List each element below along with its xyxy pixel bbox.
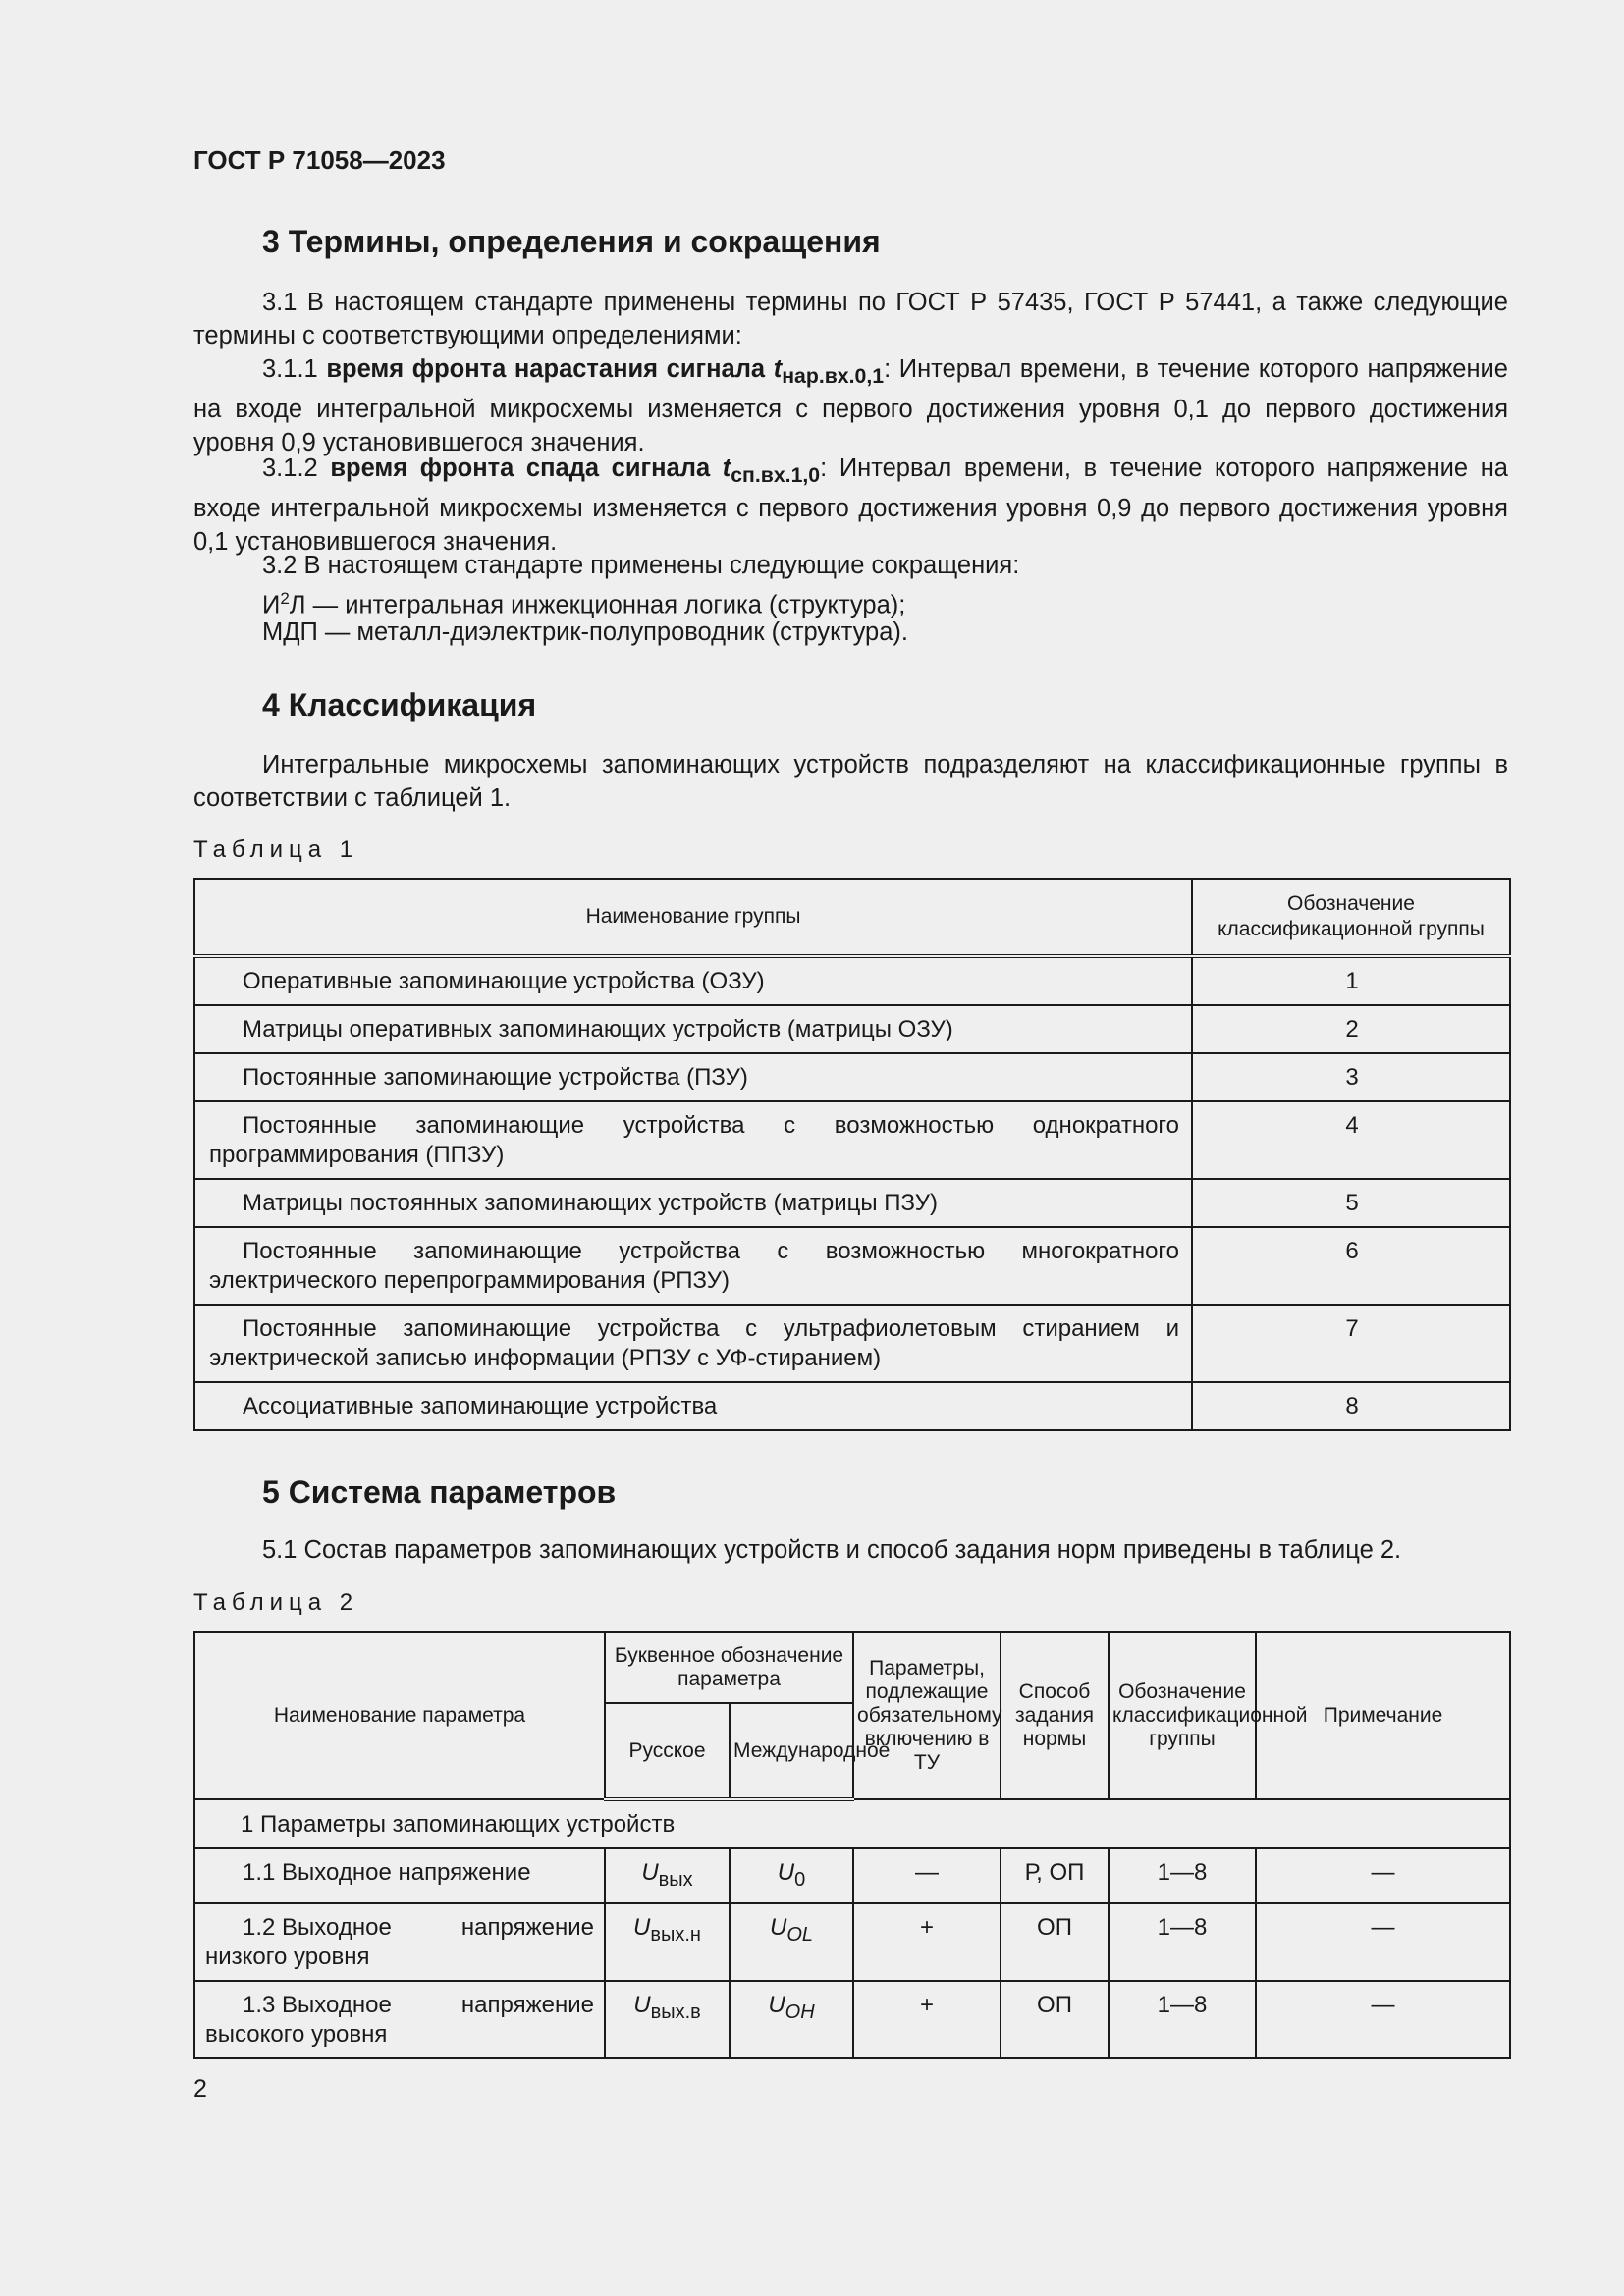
header-param-name: Наименование параметра xyxy=(194,1632,605,1799)
class-group: 1—8 xyxy=(1109,1981,1256,2058)
paragraph-5-1: 5.1 Состав параметров запоминающих устройств и способ задания норм приведены в таблице 2. xyxy=(262,1536,1402,1564)
table-row xyxy=(194,1382,1510,1430)
table-row xyxy=(194,1005,1510,1053)
table-row xyxy=(194,1981,1510,2058)
group-name: Ассоциативные запоминающие устройства xyxy=(194,1382,1192,1430)
table-row xyxy=(194,1179,1510,1227)
group-code: 8 xyxy=(1192,1382,1510,1430)
class-group: 1—8 xyxy=(1109,1848,1256,1903)
symbol-russian: $U_{вых}$ xyxy=(605,1848,730,1903)
header-note: Примечание xyxy=(1256,1632,1510,1799)
header-tu-inclusion: Параметры, подлежащие обязательному включению в ТУ xyxy=(853,1632,1001,1799)
norm-method: Р, ОП xyxy=(1001,1848,1109,1903)
group-code: 2 xyxy=(1192,1005,1510,1053)
paragraph-3-1-1: 3.1.1 время фронта нарастания сигнала $t_{нар.вх.0,1}$: Интервал времени, в течение которого напряжение на входе интегральной микросхемы изменяется с первого достижения уровня 0,1 до первого достижения уровня 0,9 установившегося значения. xyxy=(193,355,1508,457)
norm-method: ОП xyxy=(1001,1981,1109,2058)
group-name: Оперативные запоминающие устройства (ОЗУ) xyxy=(194,956,1192,1005)
table-row xyxy=(194,1903,1510,1981)
paragraph-4: Интегральные микросхемы запоминающих устройств подразделяют на классификационные группы в соответствии с таблицей 1. xyxy=(193,751,1508,812)
header-international: Международное xyxy=(730,1703,853,1799)
group-name: Матрицы оперативных запоминающих устройств (матрицы ОЗУ) xyxy=(194,1005,1192,1053)
group-code: 5 xyxy=(1192,1179,1510,1227)
header-letter-designation: Буквенное обозначение параметра xyxy=(605,1632,853,1703)
page-number: 2 xyxy=(193,2075,207,2103)
symbol-international: $U_{OL}$ xyxy=(730,1903,853,1981)
abbreviation-mdp: МДП — металл-диэлектрик-полупроводник (структура). xyxy=(262,618,908,646)
symbol-international: $U_{OH}$ xyxy=(730,1981,853,2058)
header-russian: Русское xyxy=(605,1703,730,1799)
group-code: 1 xyxy=(1192,956,1510,1005)
tu-inclusion: + xyxy=(853,1903,1001,1981)
group-name: Матрицы постоянных запоминающих устройств (матрицы ПЗУ) xyxy=(194,1179,1192,1227)
tu-inclusion: + xyxy=(853,1981,1001,2058)
section-5-heading: 5 Система параметров xyxy=(262,1474,617,1510)
header-method: Способ задания нормы xyxy=(1001,1632,1109,1799)
table-row xyxy=(194,956,1510,1005)
group-code: 4 xyxy=(1192,1101,1510,1179)
table-2-caption: Таблица 2 xyxy=(193,1589,359,1616)
norm-method: ОП xyxy=(1001,1903,1109,1981)
table-1 xyxy=(193,878,1511,1431)
document-header: ГОСТ Р 71058—2023 xyxy=(193,145,446,175)
table-row xyxy=(194,1227,1510,1305)
section-label: 1 Параметры запоминающих устройств xyxy=(194,1799,1510,1848)
group-name: Постоянные запоминающие устройства (ПЗУ) xyxy=(194,1053,1192,1101)
param-name: 1.2 Выходное напряжение низкого уровня xyxy=(194,1903,605,1981)
group-name: Постоянные запоминающие устройства с возможностью однократного программирования (ППЗУ) xyxy=(194,1101,1192,1179)
table-1-caption: Таблица 1 xyxy=(193,836,359,863)
symbol-international: $U_0$ xyxy=(730,1848,853,1903)
group-name: Постоянные запоминающие устройства с возможностью многократного электрического перепрограммирования (РПЗУ) xyxy=(194,1227,1192,1305)
paragraph-3-2: 3.2 В настоящем стандарте применены следующие сокращения: xyxy=(262,552,1020,579)
abbreviation-i2l: $И^2Л$ — интегральная инжекционная логика (структура); xyxy=(262,589,906,619)
table-row xyxy=(194,1305,1510,1382)
group-name: Постоянные запоминающие устройства с ультрафиолетовым стиранием и электрической записью информации (РПЗУ с УФ-стиранием) xyxy=(194,1305,1192,1382)
tu-inclusion: — xyxy=(853,1848,1001,1903)
note: — xyxy=(1256,1903,1510,1981)
paragraph-3-1-2: 3.1.2 время фронта спада сигнала $t_{сп.вх.1,0}$: Интервал времени, в течение которого напряжение на входе интегральной микросхемы изменяется с первого достижения уровня 0,9 до первого достижения уровня 0,1 установившегося значения. xyxy=(193,454,1508,557)
note: — xyxy=(1256,1848,1510,1903)
table-row xyxy=(194,1053,1510,1101)
param-name: 1.1 Выходное напряжение xyxy=(194,1848,605,1903)
symbol-russian: $U_{вых.н}$ xyxy=(605,1903,730,1981)
table-section-row xyxy=(194,1799,1510,1848)
note: — xyxy=(1256,1981,1510,2058)
param-name: 1.3 Выходное напряжение высокого уровня xyxy=(194,1981,605,2058)
table-1-header-name: Наименование группы xyxy=(194,879,1192,956)
group-code: 3 xyxy=(1192,1053,1510,1101)
group-code: 6 xyxy=(1192,1227,1510,1305)
class-group: 1—8 xyxy=(1109,1903,1256,1981)
paragraph-3-1: 3.1 В настоящем стандарте применены термины по ГОСТ Р 57435, ГОСТ Р 57441, а также следующие термины с соответствующими определениями: xyxy=(193,289,1508,349)
section-4-heading: 4 Классификация xyxy=(262,687,537,722)
section-3-heading: 3 Термины, определения и сокращения xyxy=(262,224,881,259)
table-row xyxy=(194,1848,1510,1903)
table-2 xyxy=(193,1631,1511,2059)
group-code: 7 xyxy=(1192,1305,1510,1382)
symbol-russian: $U_{вых.в}$ xyxy=(605,1981,730,2058)
table-1-header-code: Обозначение классификационной группы xyxy=(1192,879,1510,956)
header-class-designation: Обозначение классификационной группы xyxy=(1109,1632,1256,1799)
table-row xyxy=(194,1101,1510,1179)
